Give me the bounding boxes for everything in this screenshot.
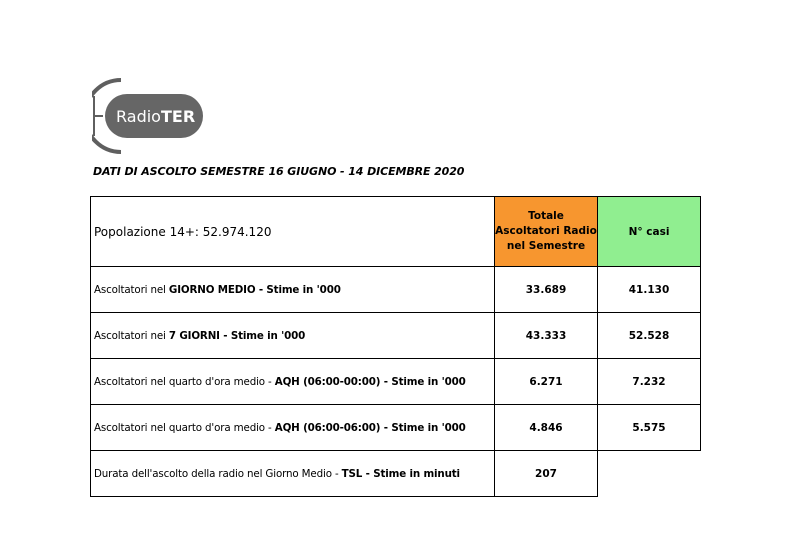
col-header-cases: N° casi xyxy=(598,197,701,267)
page-title: DATI DI ASCOLTO SEMESTRE 16 GIUGNO - 14 DICEMBRE 2020 xyxy=(93,165,465,178)
row-label-prefix: Ascoltatori nel quarto d'ora medio - xyxy=(94,375,275,388)
row-label-bold: AQH (06:00-00:00) - Stime in '000 xyxy=(274,375,466,388)
row-label-bold: 7 GIORNI - Stime in '000 xyxy=(168,329,306,342)
logo-text-bold: TER xyxy=(160,107,196,126)
row-label-prefix: Ascoltatori nei xyxy=(94,329,169,342)
col-header-total-line: Totale xyxy=(528,210,564,222)
row-label xyxy=(91,313,495,359)
row-label-prefix: Durata dell'ascolto della radio nel Giorno Medio - xyxy=(94,467,342,480)
total-cell: 6.271 xyxy=(495,359,598,405)
table-row xyxy=(91,451,701,497)
logo-text-regular: Radio xyxy=(116,107,161,126)
row-label xyxy=(91,359,495,405)
population-label: Popolazione 14+: 52.974.120 xyxy=(91,197,495,267)
cases-cell: 7.232 xyxy=(598,359,701,405)
row-label-bold: TSL - Stime in minuti xyxy=(341,467,460,480)
table-row xyxy=(91,359,701,405)
data-table xyxy=(90,196,701,497)
table-row xyxy=(91,313,701,359)
row-label-bold: GIORNO MEDIO - Stime in '000 xyxy=(168,283,341,296)
total-cell: 207 xyxy=(495,451,598,497)
table-row xyxy=(91,405,701,451)
cases-cell: 41.130 xyxy=(598,267,701,313)
table-row xyxy=(91,267,701,313)
col-header-total-line: nel Semestre xyxy=(506,240,586,252)
cases-cell: 52.528 xyxy=(598,313,701,359)
radioter-logo xyxy=(92,78,204,154)
cases-cell: 5.575 xyxy=(598,405,701,451)
table-header-row xyxy=(91,197,701,267)
row-label-prefix: Ascoltatori nel xyxy=(94,283,169,296)
col-header-total xyxy=(495,197,598,267)
row-label xyxy=(91,267,495,313)
empty-cell xyxy=(598,451,701,497)
row-label-prefix: Ascoltatori nel quarto d'ora medio - xyxy=(94,421,275,434)
total-cell: 4.846 xyxy=(495,405,598,451)
row-label xyxy=(91,451,495,497)
svg-text:RadioTER xyxy=(116,107,195,126)
row-label xyxy=(91,405,495,451)
total-cell: 43.333 xyxy=(495,313,598,359)
radioter-logo-graphic xyxy=(92,78,204,154)
row-label-bold: AQH (06:00-06:00) - Stime in '000 xyxy=(274,421,466,434)
col-header-total-line: Ascoltatori Radio xyxy=(495,225,597,237)
total-cell: 33.689 xyxy=(495,267,598,313)
